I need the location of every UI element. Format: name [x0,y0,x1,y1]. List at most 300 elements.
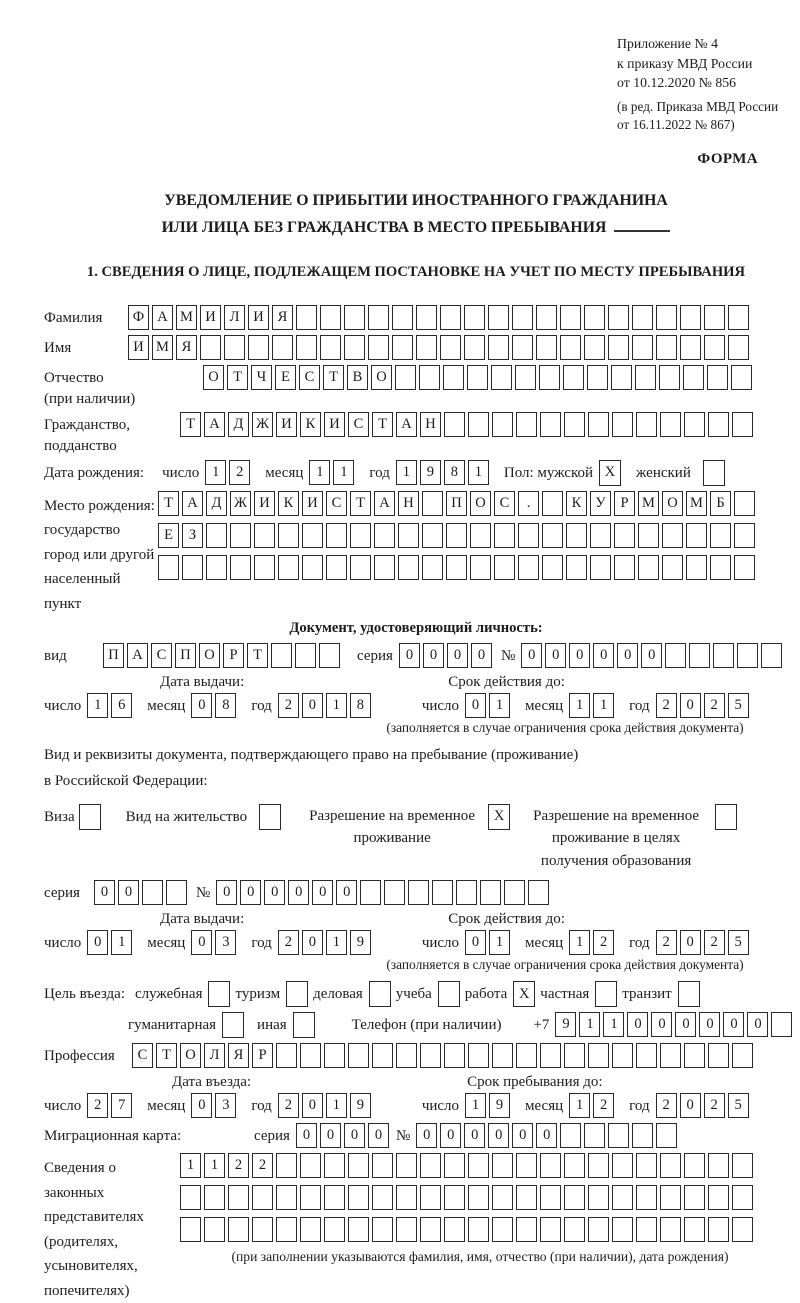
char-cell[interactable]: П [446,491,467,516]
char-cell[interactable]: 1 [326,1093,347,1118]
char-cell[interactable]: В [347,365,368,390]
char-cell[interactable]: 9 [350,1093,371,1118]
char-cell[interactable]: Т [372,412,393,437]
char-cell[interactable] [302,555,323,580]
char-cell[interactable] [398,523,419,548]
char-cell[interactable] [254,523,275,548]
char-cell[interactable] [584,305,605,330]
char-cell[interactable]: 1 [309,460,330,485]
char-cell[interactable] [512,335,533,360]
char-cell[interactable] [660,1217,681,1242]
char-cell[interactable] [392,305,413,330]
char-cell[interactable] [518,523,539,548]
char-cell[interactable] [252,1217,273,1242]
char-cell[interactable]: Т [227,365,248,390]
char-cell[interactable] [278,523,299,548]
char-cell[interactable] [636,1217,657,1242]
char-cell[interactable] [540,1217,561,1242]
char-cell[interactable] [271,643,292,668]
char-cell[interactable]: С [326,491,347,516]
char-cell[interactable]: 0 [87,930,108,955]
char-cell[interactable] [276,1185,297,1210]
char-cell[interactable] [296,305,317,330]
char-cell[interactable]: О [470,491,491,516]
char-cell[interactable] [516,1217,537,1242]
char-cell[interactable]: К [566,491,587,516]
char-cell[interactable] [360,880,381,905]
char-cell[interactable] [734,491,755,516]
char-cell[interactable] [392,335,413,360]
char-cell[interactable] [300,1185,321,1210]
char-cell[interactable] [276,1153,297,1178]
char-cell[interactable]: 0 [94,880,115,905]
char-cell[interactable]: 0 [617,643,638,668]
char-cell[interactable] [638,523,659,548]
char-cell[interactable] [516,412,537,437]
char-cell[interactable]: 2 [593,1093,614,1118]
char-cell[interactable] [659,365,680,390]
char-cell[interactable] [518,555,539,580]
char-cell[interactable] [398,555,419,580]
char-cell[interactable]: О [662,491,683,516]
char-cell[interactable] [396,1153,417,1178]
char-cell[interactable] [468,1217,489,1242]
char-cell[interactable] [732,1153,753,1178]
char-cell[interactable] [326,523,347,548]
char-cell[interactable] [686,523,707,548]
char-cell[interactable] [771,1012,792,1037]
char-cell[interactable]: 1 [180,1153,201,1178]
purpose-other-checkbox[interactable] [293,1012,315,1038]
char-cell[interactable] [395,365,416,390]
char-cell[interactable]: 5 [728,930,749,955]
char-cell[interactable]: М [686,491,707,516]
char-cell[interactable] [612,412,633,437]
char-cell[interactable]: 0 [216,880,237,905]
char-cell[interactable] [638,555,659,580]
purpose-tourism-checkbox[interactable] [286,981,308,1007]
char-cell[interactable] [300,1153,321,1178]
char-cell[interactable]: 2 [278,1093,299,1118]
char-cell[interactable]: 0 [264,880,285,905]
char-cell[interactable]: 0 [680,930,701,955]
purpose-study-checkbox[interactable] [438,981,460,1007]
char-cell[interactable] [515,365,536,390]
char-cell[interactable]: К [300,412,321,437]
char-cell[interactable]: 0 [464,1123,485,1148]
char-cell[interactable] [443,365,464,390]
char-cell[interactable] [416,305,437,330]
char-cell[interactable] [372,1153,393,1178]
char-cell[interactable] [710,523,731,548]
char-cell[interactable] [374,555,395,580]
char-cell[interactable]: Л [204,1043,225,1068]
char-cell[interactable]: Д [228,412,249,437]
char-cell[interactable] [686,555,707,580]
char-cell[interactable] [384,880,405,905]
char-cell[interactable] [728,335,749,360]
char-cell[interactable]: М [176,305,197,330]
char-cell[interactable] [566,555,587,580]
char-cell[interactable] [662,555,683,580]
char-cell[interactable] [348,1153,369,1178]
char-cell[interactable] [516,1185,537,1210]
char-cell[interactable] [420,1153,441,1178]
char-cell[interactable] [660,1153,681,1178]
char-cell[interactable]: 1 [569,693,590,718]
char-cell[interactable]: 0 [675,1012,696,1037]
char-cell[interactable] [588,1185,609,1210]
purpose-business-official-checkbox[interactable] [208,981,230,1007]
char-cell[interactable] [248,335,269,360]
char-cell[interactable]: С [494,491,515,516]
char-cell[interactable] [563,365,584,390]
char-cell[interactable]: С [299,365,320,390]
char-cell[interactable] [272,335,293,360]
char-cell[interactable] [467,365,488,390]
char-cell[interactable] [296,335,317,360]
char-cell[interactable] [468,1185,489,1210]
char-cell[interactable] [731,365,752,390]
char-cell[interactable] [491,365,512,390]
char-cell[interactable]: Ф [128,305,149,330]
char-cell[interactable]: 2 [656,930,677,955]
char-cell[interactable] [295,643,316,668]
char-cell[interactable]: 0 [399,643,420,668]
char-cell[interactable]: Ж [252,412,273,437]
char-cell[interactable]: 9 [420,460,441,485]
char-cell[interactable] [446,523,467,548]
char-cell[interactable] [636,412,657,437]
char-cell[interactable]: 0 [471,643,492,668]
char-cell[interactable] [704,335,725,360]
char-cell[interactable] [732,412,753,437]
char-cell[interactable] [588,1217,609,1242]
char-cell[interactable] [492,1217,513,1242]
char-cell[interactable] [660,1185,681,1210]
char-cell[interactable] [166,880,187,905]
char-cell[interactable] [656,335,677,360]
char-cell[interactable] [708,1217,729,1242]
char-cell[interactable]: 0 [512,1123,533,1148]
char-cell[interactable]: 3 [215,930,236,955]
char-cell[interactable]: 0 [680,1093,701,1118]
char-cell[interactable]: А [127,643,148,668]
char-cell[interactable] [540,1185,561,1210]
char-cell[interactable] [492,1043,513,1068]
char-cell[interactable]: 1 [593,693,614,718]
char-cell[interactable] [488,335,509,360]
char-cell[interactable] [422,555,443,580]
char-cell[interactable] [420,1185,441,1210]
char-cell[interactable]: И [276,412,297,437]
char-cell[interactable] [302,523,323,548]
char-cell[interactable] [656,305,677,330]
char-cell[interactable] [324,1153,345,1178]
char-cell[interactable] [326,555,347,580]
char-cell[interactable] [612,1185,633,1210]
char-cell[interactable]: 1 [326,930,347,955]
char-cell[interactable] [158,555,179,580]
char-cell[interactable]: Т [180,412,201,437]
char-cell[interactable] [614,555,635,580]
char-cell[interactable] [689,643,710,668]
char-cell[interactable] [350,523,371,548]
char-cell[interactable] [564,1217,585,1242]
char-cell[interactable]: 0 [536,1123,557,1148]
char-cell[interactable]: П [103,643,124,668]
char-cell[interactable] [142,880,163,905]
char-cell[interactable]: 1 [569,930,590,955]
char-cell[interactable] [444,412,465,437]
char-cell[interactable] [588,1153,609,1178]
char-cell[interactable]: 1 [489,930,510,955]
char-cell[interactable] [564,1043,585,1068]
char-cell[interactable] [564,1185,585,1210]
char-cell[interactable] [374,523,395,548]
char-cell[interactable] [504,880,525,905]
char-cell[interactable] [446,555,467,580]
char-cell[interactable] [252,1185,273,1210]
char-cell[interactable] [200,335,221,360]
char-cell[interactable]: Н [420,412,441,437]
char-cell[interactable]: 0 [680,693,701,718]
char-cell[interactable] [587,365,608,390]
char-cell[interactable] [761,643,782,668]
visa-checkbox[interactable] [79,804,101,830]
char-cell[interactable]: Я [176,335,197,360]
char-cell[interactable]: С [348,412,369,437]
char-cell[interactable] [612,1217,633,1242]
char-cell[interactable] [300,1043,321,1068]
char-cell[interactable]: Т [350,491,371,516]
char-cell[interactable]: К [278,491,299,516]
char-cell[interactable]: И [254,491,275,516]
char-cell[interactable] [468,1153,489,1178]
char-cell[interactable] [344,335,365,360]
char-cell[interactable] [560,1123,581,1148]
char-cell[interactable] [737,643,758,668]
char-cell[interactable] [444,1043,465,1068]
char-cell[interactable]: 0 [440,1123,461,1148]
char-cell[interactable]: 1 [205,460,226,485]
purpose-business-checkbox[interactable] [369,981,391,1007]
char-cell[interactable] [516,1043,537,1068]
char-cell[interactable] [536,335,557,360]
purpose-private-checkbox[interactable] [595,981,617,1007]
char-cell[interactable] [732,1217,753,1242]
char-cell[interactable]: Л [224,305,245,330]
char-cell[interactable]: 2 [228,1153,249,1178]
char-cell[interactable]: 1 [579,1012,600,1037]
char-cell[interactable] [422,523,443,548]
char-cell[interactable] [704,305,725,330]
char-cell[interactable] [368,305,389,330]
char-cell[interactable] [440,305,461,330]
char-cell[interactable] [396,1043,417,1068]
char-cell[interactable]: 5 [728,1093,749,1118]
char-cell[interactable]: 9 [489,1093,510,1118]
char-cell[interactable] [612,1043,633,1068]
char-cell[interactable]: Т [156,1043,177,1068]
char-cell[interactable]: О [180,1043,201,1068]
char-cell[interactable] [372,1217,393,1242]
char-cell[interactable]: 1 [111,930,132,955]
char-cell[interactable]: О [199,643,220,668]
char-cell[interactable]: 2 [704,930,725,955]
char-cell[interactable] [536,305,557,330]
char-cell[interactable] [276,1217,297,1242]
char-cell[interactable]: 0 [118,880,139,905]
char-cell[interactable]: 2 [252,1153,273,1178]
char-cell[interactable] [420,1217,441,1242]
char-cell[interactable]: И [200,305,221,330]
char-cell[interactable]: 1 [396,460,417,485]
char-cell[interactable]: 0 [651,1012,672,1037]
char-cell[interactable]: 8 [444,460,465,485]
char-cell[interactable]: 2 [704,1093,725,1118]
char-cell[interactable] [564,412,585,437]
char-cell[interactable] [684,1217,705,1242]
char-cell[interactable]: 0 [488,1123,509,1148]
char-cell[interactable] [660,1043,681,1068]
char-cell[interactable]: 6 [111,693,132,718]
char-cell[interactable] [611,365,632,390]
temp-residence-checkbox[interactable]: X [488,804,510,830]
char-cell[interactable] [635,365,656,390]
char-cell[interactable] [708,1043,729,1068]
char-cell[interactable] [680,305,701,330]
char-cell[interactable] [660,412,681,437]
char-cell[interactable] [206,523,227,548]
char-cell[interactable]: Р [252,1043,273,1068]
char-cell[interactable] [539,365,560,390]
char-cell[interactable]: 8 [215,693,236,718]
char-cell[interactable] [348,1043,369,1068]
char-cell[interactable] [542,523,563,548]
char-cell[interactable] [708,412,729,437]
char-cell[interactable] [680,335,701,360]
char-cell[interactable]: 0 [699,1012,720,1037]
char-cell[interactable] [204,1185,225,1210]
char-cell[interactable] [734,523,755,548]
char-cell[interactable] [492,1153,513,1178]
char-cell[interactable] [372,1043,393,1068]
char-cell[interactable]: 0 [747,1012,768,1037]
char-cell[interactable] [540,1043,561,1068]
char-cell[interactable] [540,412,561,437]
char-cell[interactable] [182,555,203,580]
char-cell[interactable]: О [371,365,392,390]
char-cell[interactable] [713,643,734,668]
char-cell[interactable]: 8 [350,693,371,718]
char-cell[interactable] [684,1185,705,1210]
char-cell[interactable]: 1 [569,1093,590,1118]
char-cell[interactable]: З [182,523,203,548]
char-cell[interactable]: 0 [521,643,542,668]
gender-female-checkbox[interactable] [703,460,725,486]
char-cell[interactable]: А [374,491,395,516]
char-cell[interactable]: . [518,491,539,516]
char-cell[interactable]: 0 [723,1012,744,1037]
char-cell[interactable]: М [152,335,173,360]
char-cell[interactable]: 0 [302,693,323,718]
char-cell[interactable]: 0 [465,930,486,955]
char-cell[interactable] [464,335,485,360]
char-cell[interactable]: 0 [593,643,614,668]
gender-male-checkbox[interactable]: X [599,460,621,486]
char-cell[interactable]: А [152,305,173,330]
char-cell[interactable]: 0 [336,880,357,905]
char-cell[interactable] [636,1185,657,1210]
char-cell[interactable]: 2 [656,1093,677,1118]
char-cell[interactable] [656,1123,677,1148]
char-cell[interactable] [408,880,429,905]
char-cell[interactable] [368,335,389,360]
char-cell[interactable] [300,1217,321,1242]
char-cell[interactable] [684,1153,705,1178]
char-cell[interactable] [372,1185,393,1210]
char-cell[interactable] [632,305,653,330]
char-cell[interactable] [324,1217,345,1242]
char-cell[interactable]: Н [398,491,419,516]
char-cell[interactable] [665,643,686,668]
char-cell[interactable] [180,1217,201,1242]
char-cell[interactable]: Р [223,643,244,668]
char-cell[interactable]: Ч [251,365,272,390]
char-cell[interactable]: 0 [296,1123,317,1148]
char-cell[interactable] [734,555,755,580]
char-cell[interactable] [224,335,245,360]
char-cell[interactable] [588,1043,609,1068]
char-cell[interactable] [344,305,365,330]
char-cell[interactable] [636,1043,657,1068]
char-cell[interactable] [228,1185,249,1210]
char-cell[interactable]: Е [275,365,296,390]
char-cell[interactable]: 0 [302,1093,323,1118]
char-cell[interactable]: 5 [728,693,749,718]
char-cell[interactable] [480,880,501,905]
char-cell[interactable] [492,1185,513,1210]
char-cell[interactable]: 1 [603,1012,624,1037]
char-cell[interactable]: 2 [278,693,299,718]
char-cell[interactable]: И [128,335,149,360]
char-cell[interactable] [468,1043,489,1068]
char-cell[interactable] [684,1043,705,1068]
char-cell[interactable] [584,1123,605,1148]
char-cell[interactable] [488,305,509,330]
char-cell[interactable] [608,1123,629,1148]
char-cell[interactable]: П [175,643,196,668]
char-cell[interactable]: И [324,412,345,437]
char-cell[interactable]: 1 [326,693,347,718]
char-cell[interactable] [683,365,704,390]
char-cell[interactable]: 9 [555,1012,576,1037]
char-cell[interactable]: 0 [569,643,590,668]
char-cell[interactable] [396,1217,417,1242]
char-cell[interactable]: У [590,491,611,516]
char-cell[interactable]: Т [323,365,344,390]
char-cell[interactable] [432,880,453,905]
char-cell[interactable] [319,643,340,668]
residence-permit-checkbox[interactable] [259,804,281,830]
char-cell[interactable]: 0 [191,930,212,955]
char-cell[interactable] [324,1043,345,1068]
char-cell[interactable]: 2 [593,930,614,955]
char-cell[interactable]: И [302,491,323,516]
char-cell[interactable] [470,523,491,548]
char-cell[interactable] [566,523,587,548]
